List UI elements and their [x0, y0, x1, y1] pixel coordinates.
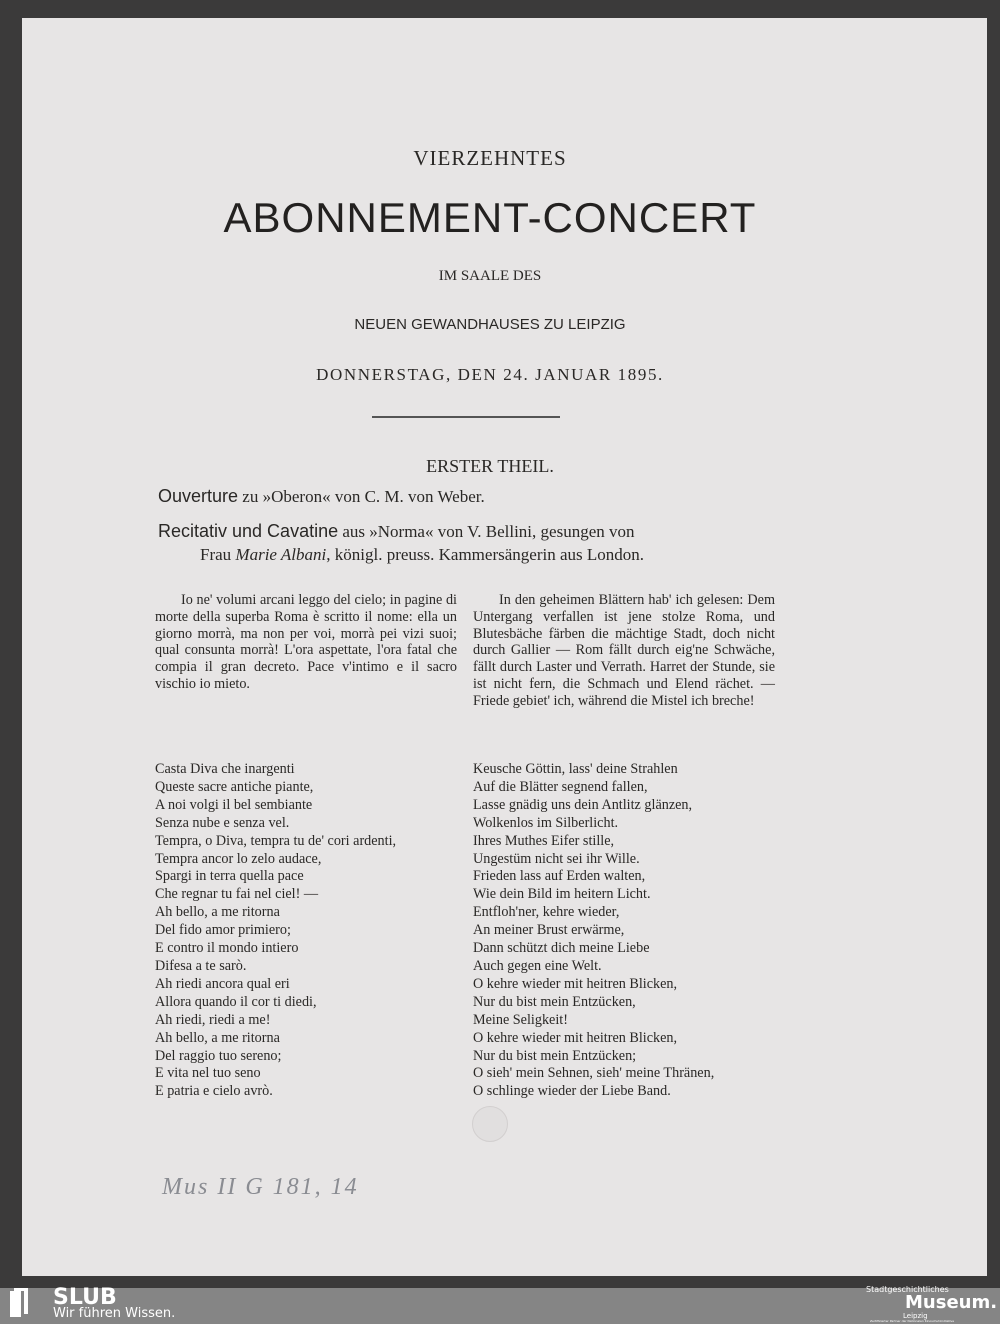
poem-line: An meiner Brust erwärme, [473, 922, 625, 939]
poem-line: Ah riedi, riedi a me! [155, 1011, 271, 1028]
concert-title: ABONNEMENT-CONCERT [223, 194, 757, 241]
poem-line: Del fido amor primiero; [155, 922, 291, 939]
venue-line-2: NEUEN GEWANDHAUSES ZU LEIPZIG [354, 316, 626, 333]
poem-line: Spargi in terra quella pace [155, 868, 304, 885]
museum-city: Leipzig [903, 1312, 928, 1320]
text: , königl. preuss. Kammersängerin aus London. [326, 545, 644, 564]
program-item-2 [158, 521, 635, 542]
poem-line: Nur du bist mein Entzücken, [473, 993, 636, 1010]
footer-bar [0, 1285, 1000, 1324]
poem-line: Senza nube e senza vel. [155, 814, 290, 831]
text: Frau [200, 545, 236, 564]
poem-line: Ah bello, a me ritorna [155, 1029, 280, 1046]
poem-line: Ungestüm nicht sei ihr Wille. [473, 850, 640, 867]
poem-line: Wie dein Bild im heitern Licht. [473, 886, 651, 903]
poem-line: Tempra, o Diva, tempra tu de' cori ardenti, [155, 832, 397, 849]
poem-line: Auf die Blätter segnend fallen, [473, 778, 648, 795]
poem-line: Ah riedi ancora qual eri [155, 975, 290, 992]
recitativ-german [473, 592, 775, 710]
poem-italian [155, 761, 396, 1101]
poem-line: O kehre wieder mit heitren Blicken, [473, 975, 678, 992]
ornament-divider [372, 416, 560, 418]
museum-label: Stadtgeschichtliches [866, 1285, 949, 1294]
concert-ordinal: VIERZEHNTES [413, 146, 567, 170]
handwritten-shelfmark: Mus II G 181, 14 [162, 1174, 359, 1200]
library-stamp [472, 1106, 508, 1142]
poem-line: Lasse gnädig uns dein Antlitz glänzen, [473, 796, 693, 813]
poem-line: O schlinge wieder der Liebe Band. [473, 1083, 671, 1100]
poem-line: E patria e cielo avrò. [155, 1083, 273, 1100]
poem-line: E contro il mondo intiero [155, 940, 299, 957]
item-title: Ouverture [158, 486, 239, 506]
venue-line-1: IM SAALE DES [438, 268, 542, 284]
concert-date: DONNERSTAG, DEN 24. JANUAR 1895. [316, 365, 664, 384]
paragraph: Io ne' volumi arcani leggo del cielo; in pagine di morte della superba Roma è scritto il nome: ella un giorno morrà, ma non per voi, morrà pei vizi suoi; qual consunta morrà! L'ora aspettate, l'ora fatal che compia il gran decreto. Pace v'intimo e il sacro vischio io mieto. [155, 592, 457, 692]
poem-line: Queste sacre antiche piante, [155, 778, 314, 795]
poem-line: Difesa a te sarò. [155, 957, 247, 974]
poem-line: Ihres Muthes Eifer stille, [473, 832, 615, 849]
item-detail: zu »Oberon« von C. M. von Weber. [242, 487, 485, 506]
poem-line: Entfloh'ner, kehre wieder, [473, 904, 620, 921]
poem-line: O sieh' mein Sehnen, sieh' meine Thränen, [473, 1065, 715, 1082]
poem-line: Del raggio tuo sereno; [155, 1047, 282, 1064]
book-icon [10, 1291, 24, 1317]
poem-line: Casta Diva che inargenti [155, 761, 295, 777]
museum-logo[interactable]: Museum. [905, 1292, 998, 1313]
poem-line: Allora quando il cor ti diedi, [155, 993, 317, 1010]
poem-line: Che regnar tu fai nel ciel! — [155, 886, 319, 903]
program-item-1 [158, 486, 485, 507]
poem-german [473, 761, 714, 1101]
poem-line: E vita nel tuo seno [155, 1065, 261, 1082]
poem-line: O kehre wieder mit heitren Blicken, [473, 1029, 678, 1046]
recitativ-italian [155, 592, 457, 693]
poem-line: Dann schützt dich meine Liebe [473, 940, 650, 957]
poem-line: Meine Seligkeit! [473, 1011, 568, 1028]
poem-line: Auch gegen eine Welt. [473, 957, 602, 974]
item-title: Recitativ und Cavatine [158, 521, 339, 541]
part-heading: ERSTER THEIL. [426, 456, 554, 476]
poem-line: Frieden lass auf Erden walten, [473, 868, 646, 885]
paragraph: In den geheimen Blättern hab' ich gelesen: Dem Untergang verfallen ist jene stolze Roma, und Blutesbäche färben die mächtige Stadt, doch nicht durch Gallier — Rom fällt durch eig'ne Schwäche, fällt durch Laster und Verrath. Harret der Stunde, sie ist nicht fern, die Schmach und Elend rächet. — Friede gebiet' ich, während die Mistel ich breche! [473, 592, 775, 709]
item-detail: aus »Norma« von V. Bellini, gesungen von [342, 522, 635, 541]
program-item-2-line-2 [200, 545, 644, 565]
poem-line: Ah bello, a me ritorna [155, 904, 280, 921]
document-page [22, 18, 987, 1276]
poem-line: Keusche Göttin, lass' deine Strahlen [473, 761, 678, 777]
singer-name: Marie Albani [235, 545, 327, 564]
poem-line: Nur du bist mein Entzücken; [473, 1047, 637, 1064]
poem-line: Wolkenlos im Silberlicht. [473, 814, 619, 831]
poem-line: Tempra ancor lo zelo audace, [155, 850, 322, 867]
museum-note: Zertifizierter Partner der Nationalen Kinoschutzinitiative [870, 1319, 955, 1323]
poem-line: A noi volgi il bel sembiante [155, 796, 313, 813]
slub-logo[interactable]: SLUB [53, 1285, 117, 1310]
slub-tagline: Wir führen Wissen. [53, 1306, 176, 1321]
